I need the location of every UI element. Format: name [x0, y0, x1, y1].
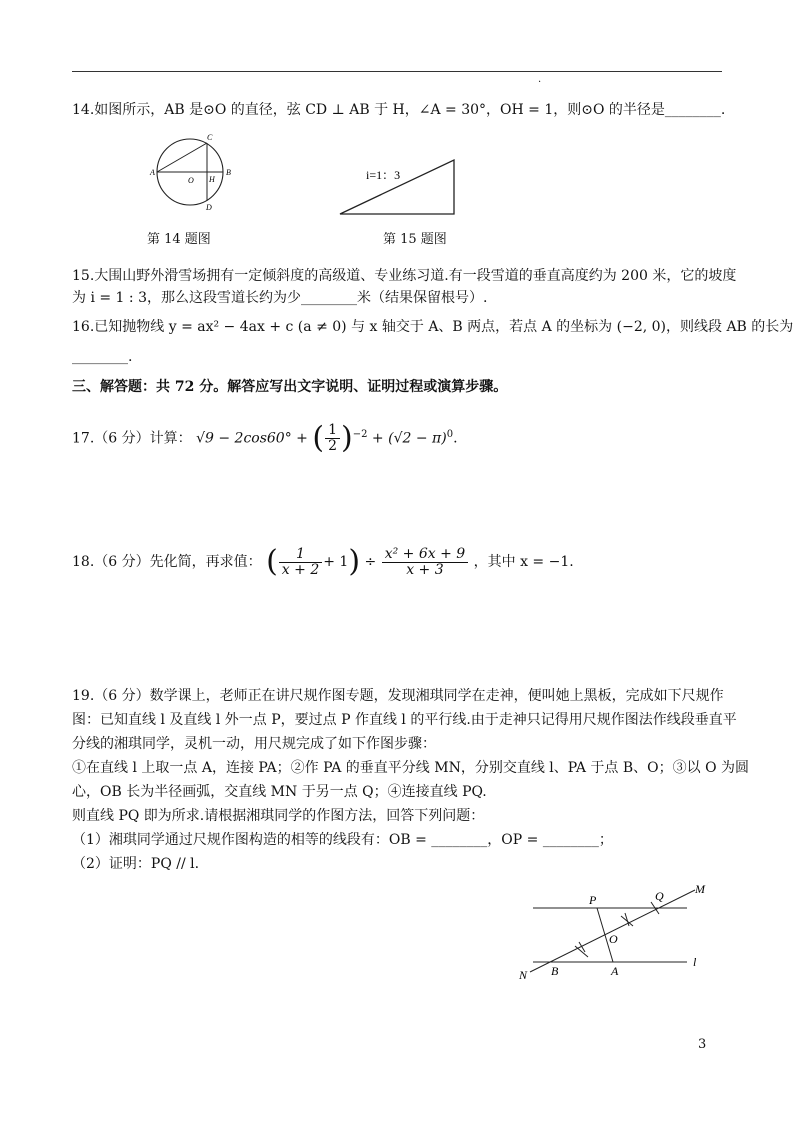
question-16-line2: ________. [72, 349, 133, 365]
q17-exp2: 0 [446, 429, 454, 440]
q17-fraction: $\frac{1}{2}$ [325, 423, 340, 454]
question-19-line5: 心，OB 长为半径画弧，交直线 MN 于另一点 Q；④连接直线 PQ. [72, 784, 487, 800]
label-o: O [609, 932, 618, 946]
question-19-line3: 分线的湘琪同学，灵机一动，用尺规完成了如下作图步骤： [72, 736, 436, 752]
label-h: H [209, 175, 215, 184]
caption-q15: 第 15 题图 [383, 232, 447, 247]
q18-prefix: 18.（6 分）先化简，再求值： [72, 554, 262, 570]
question-14-text: 14.如图所示，AB 是⊙O 的直径，弦 CD ⊥ AB 于 H，∠A = 30°，OH = 1，则⊙O 的半径是________. [72, 102, 726, 118]
arc-mark-1 [575, 946, 588, 957]
label-m: M [695, 882, 705, 896]
label-d: D [206, 203, 212, 212]
q15-slope-figure [338, 158, 458, 218]
label-n: N [519, 968, 528, 982]
segment-ac [157, 143, 207, 172]
question-15-line2: 为 i = 1 : 3，那么这段雪道长约为少________米（结果保留根号）. [72, 290, 488, 306]
question-17: 17.（6 分）计算： √9 − 2cos60° + ( $\frac{1}{2}$ )$^{-2} + (√2 - \pi)^0$. [72, 420, 458, 456]
q17-prefix: 17.（6 分）计算： [72, 430, 192, 447]
question-19-line2: 图：已知直线 l 及直线 l 外一点 P，要过点 P 作直线 l 的平行线.由于走神只记得用尺规作图法作线段垂直平 [72, 712, 737, 728]
label-a: A [611, 964, 619, 978]
header-mark: . [538, 74, 542, 85]
question-19-line6: 则直线 PQ 即为所求.请根据湘琪同学的作图方法，回答下列问题： [72, 808, 485, 824]
section-3-heading: 三、解答题：共 72 分。解答应写出文字说明、证明过程或演算步骤。 [72, 379, 508, 395]
slope-label: i=1：3 [366, 168, 401, 182]
page-number: 3 [698, 1037, 707, 1052]
q18-fraction-1: $\frac{1}{x + 2}$ [279, 547, 322, 578]
caption-q14: 第 14 题图 [147, 232, 211, 247]
question-19-line1: 19.（6 分）数学课上，老师正在讲尺规作图专题，发现湘琪同学在走神，便叫她上黑板，完成如下尺规作 [72, 688, 724, 704]
q14-circle-figure [140, 134, 250, 214]
question-15-line1: 15.大围山野外滑雪场拥有一定倾斜度的高级道、专业练习道.有一段雪道的垂直高度约为 200 米，它的坡度 [72, 268, 737, 284]
question-19-part2: （2）证明：PQ // l. [72, 856, 200, 872]
question-18: 18.（6 分）先化简，再求值： ( $\frac{1}{x + 2}$ + 1) ÷ $\frac{\text{x² + 6x + 9}}{x + 3}$ ，其中 x = −1. [72, 544, 574, 579]
question-19-part1: （1）湘琪同学通过尺规作图构造的相等的线段有：OB = ________，OP = ________； [72, 832, 613, 848]
label-b: B [226, 168, 231, 177]
label-c: C [207, 133, 213, 142]
label-a: A [150, 168, 155, 177]
q19-construction-figure [515, 880, 715, 985]
header-rule [72, 71, 722, 72]
label-p: P [589, 893, 597, 907]
question-16-line1: 16.已知抛物线 y = ax² − 4ax + c (a ≠ 0) 与 x 轴交于 A、B 两点，若点 A 的坐标为 (−2, 0)，则线段 AB 的长为 [72, 319, 794, 335]
q18-fraction-2: $\frac{\text{x² + 6x + 9}}{x + 3}$ [382, 547, 468, 578]
q17-exp1: −2 [352, 429, 368, 440]
label-o: O [188, 176, 194, 185]
label-q: Q [655, 889, 664, 903]
q17-expr-b: + (√2 − π) [371, 430, 447, 447]
label-l: l [693, 955, 697, 969]
q17-expr-a: √9 − 2cos60° + [196, 430, 308, 447]
question-19-line4: ①在直线 l 上取一点 A，连接 PA；②作 PA 的垂直平分线 MN，分别交直线 l、PA 于点 B、O；③以 O 为圆 [72, 760, 750, 776]
label-b: B [551, 964, 559, 978]
q18-suffix: ，其中 x = −1. [473, 554, 574, 570]
